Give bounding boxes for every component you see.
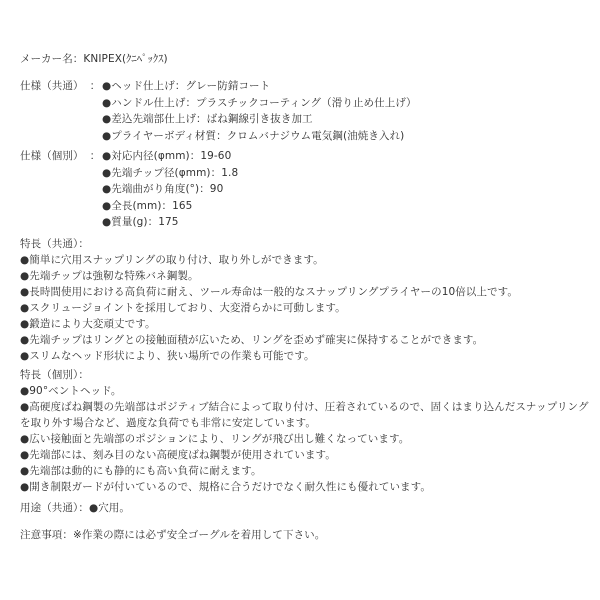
features-individual-title: 特長（個別）： (20, 369, 89, 381)
spec-common-separator: ： (89, 80, 101, 92)
features-common-item: ●簡単に穴用スナップリングの取り付け、取り外しができます。 (20, 254, 324, 266)
features-individual-item-continued: を取り外す場合など、過度な負荷でも非常に安定しています。 (20, 417, 316, 429)
spec-individual-section (20, 148, 238, 231)
spec-common-item: ●ハンドル仕上げ：プラスチックコーティング（滑り止め仕上げ） (102, 96, 417, 109)
spec-individual-list (102, 148, 238, 231)
features-individual-list (20, 383, 589, 495)
features-individual-item: ●高硬度ばね鋼製の先端部はポジティブ結合によって取り付け、圧着されているので、固くはまり込んだスナップリング (20, 401, 589, 413)
features-individual-item: ●先端部は動的にも静的にも高い負荷に耐えます。 (20, 465, 262, 477)
features-individual-section (20, 367, 589, 495)
features-common-item: ●長時間使用における高負荷に耐え、ツール寿命は一般的なスナップリングプライヤーの10倍以上です。 (20, 286, 519, 298)
features-individual-item: ●広い接触面と先端部のポジションにより、リングが飛び出し難くなっています。 (20, 433, 410, 445)
features-common-list (20, 252, 518, 364)
spec-individual-item: ●全長(mm)：165 (102, 199, 193, 212)
spec-common-label: 仕様（共通） (20, 80, 84, 92)
spec-individual-label: 仕様（個別） (20, 150, 84, 162)
spec-common-item: ●プライヤーボディ材質：クロムバナジウム電気鋼(油焼き入れ) (102, 129, 405, 142)
spec-individual-item: ●対応内径(φmm)：19-60 (102, 150, 232, 162)
spec-individual-item: ●質量(g)：175 (102, 216, 179, 228)
features-common-item: ●先端チップは強靭な特殊バネ鋼製。 (20, 270, 199, 282)
spec-common-item: ●差込先端部仕上げ：ばね鋼線引き抜き加工 (102, 113, 313, 125)
features-common-section (20, 236, 518, 364)
features-common-item: ●スリムなヘッド形状により、狭い場所での作業も可能です。 (20, 350, 315, 362)
maker-name: メーカー名：KNIPEX(ｸﾆﾍﾟｯｸｽ) (20, 53, 168, 65)
features-individual-item: ●先端部には、刻み目のない高硬度ばね鋼製が使用されています。 (20, 449, 336, 461)
features-common-item: ●鍛造により大変頑丈です。 (20, 318, 156, 330)
spec-common-list (102, 78, 417, 144)
features-individual-item: ●90°ベントヘッド。 (20, 385, 122, 397)
spec-common-item: ●ヘッド仕上げ：グレー防錆コート (102, 80, 271, 92)
caution-note: 注意事項：※作業の際には必ず安全ゴーグルを着用して下さい。 (20, 529, 326, 541)
usage-line: 用途（共通）：●穴用。 (20, 502, 131, 514)
features-individual-item: ●開き制限ガードが付いているので、規格に合うだけでなく耐久性にも優れています。 (20, 481, 432, 493)
features-common-item: ●先端チップはリングとの接触面積が広いため、リングを歪めず確実に保持することができます。 (20, 334, 484, 346)
features-common-item: ●スクリュージョイントを採用しており、大変滑らかに可動します。 (20, 302, 346, 314)
spec-individual-item: ●先端曲がり角度(°)：90 (102, 183, 224, 195)
spec-individual-separator: ： (89, 150, 101, 162)
spec-individual-item: ●先端チップ径(φmm)：1.8 (102, 166, 239, 179)
spec-common-section (20, 78, 417, 144)
features-common-title: 特長（共通）： (20, 238, 89, 250)
